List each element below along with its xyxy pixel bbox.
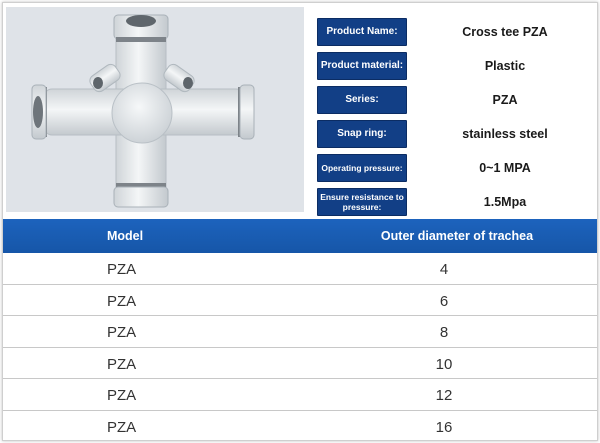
- model-cell: PZA: [107, 418, 137, 436]
- table-row: [3, 316, 597, 348]
- table-row: [3, 379, 597, 411]
- spec-row-resistance: [313, 186, 593, 220]
- spec-row-snap-ring: [313, 118, 593, 152]
- table-row: [3, 285, 597, 317]
- spec-label: Snap ring:: [317, 120, 407, 148]
- spec-value: PZA: [492, 93, 518, 107]
- spec-value: 0~1 MPA: [479, 161, 531, 175]
- table-header: [3, 219, 597, 253]
- product-photo: [6, 7, 304, 212]
- model-cell: PZA: [107, 387, 137, 404]
- spec-row-material: [313, 50, 593, 84]
- model-table: [3, 219, 597, 441]
- diameter-cell: 8: [439, 324, 449, 341]
- spec-label: Product Name:: [317, 18, 407, 46]
- model-cell: PZA: [107, 324, 137, 341]
- spec-row-product-name: [313, 16, 593, 50]
- spec-label: Operating pressure:: [317, 154, 407, 182]
- spec-label: Ensure resistance to pressure:: [317, 188, 407, 216]
- model-cell: PZA: [107, 261, 137, 278]
- spec-value: Cross tee PZA: [462, 25, 548, 39]
- table-row: [3, 253, 597, 285]
- diameter-cell: 16: [435, 418, 453, 436]
- cross-tee-fitting-image: [6, 7, 304, 212]
- diameter-cell: 6: [439, 292, 449, 310]
- diameter-cell: 4: [439, 261, 449, 278]
- model-cell: PZA: [107, 292, 137, 310]
- spec-row-operating-pressure: [313, 152, 593, 186]
- table-row: [3, 411, 597, 442]
- table-row: [3, 348, 597, 380]
- spec-label: Series:: [317, 86, 407, 114]
- diameter-cell: 12: [435, 387, 453, 404]
- column-header-model: Model: [107, 229, 144, 243]
- spec-panel: [313, 16, 593, 220]
- spec-label: Product material:: [317, 52, 407, 80]
- diameter-cell: 10: [435, 355, 453, 373]
- product-sheet: [2, 2, 598, 441]
- spec-value: 1.5Mpa: [483, 195, 527, 209]
- model-cell: PZA: [107, 355, 137, 373]
- spec-row-series: [313, 84, 593, 118]
- spec-value: stainless steel: [462, 127, 548, 141]
- spec-value: Plastic: [484, 59, 526, 73]
- column-header-diameter: Outer diameter of trachea: [380, 229, 534, 243]
